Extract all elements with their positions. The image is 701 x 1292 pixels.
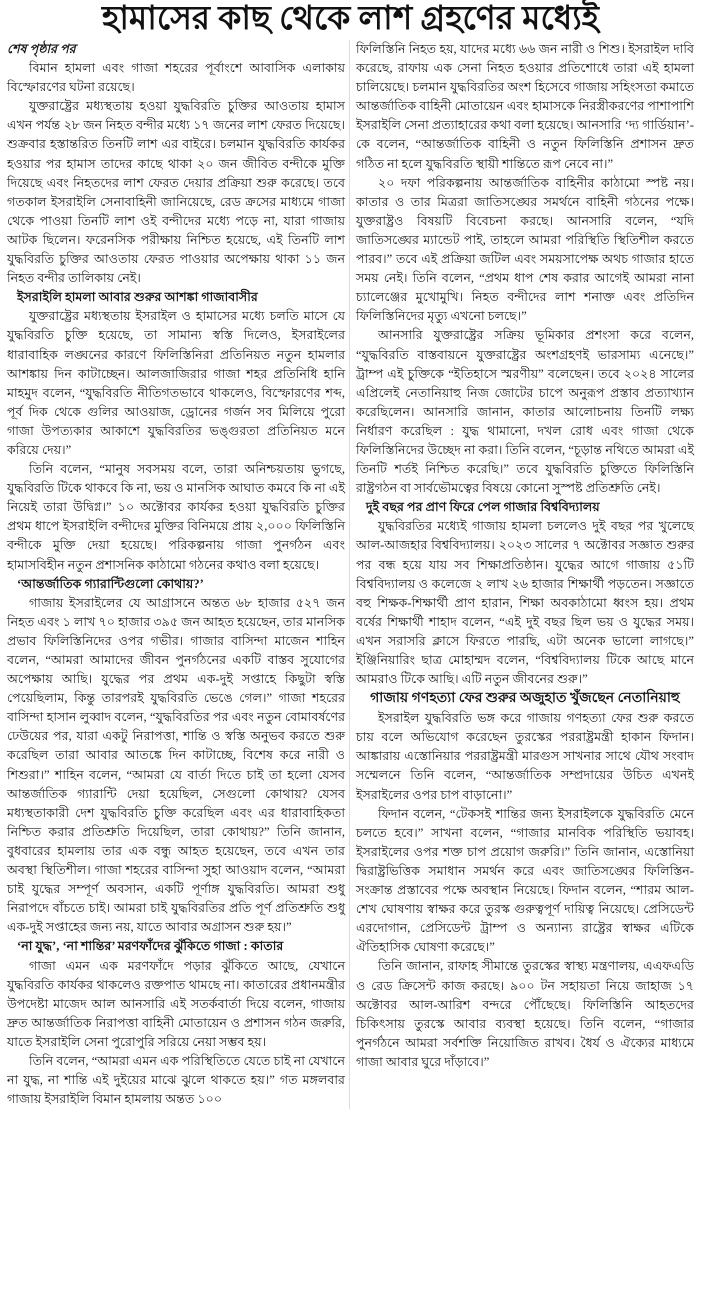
left-column xyxy=(7,40,345,1109)
paragraph: তিনি বলেন, “আমরা এমন এক পরিস্থিতিতে যেতে চাই না যেখানে না যুদ্ধ, না শান্তি এই দুইয়ের মাঝে ঝুলে থাকতে হয়।” গত মঙ্গলবার গাজায় ইসরাইলি বিমান হামলায় অন্তত ১০০ xyxy=(7,1053,345,1107)
paragraph: গাজা এমন এক মরণফাঁদে পড়ার ঝুঁকিতে আছে, যেখানে যুদ্ধবিরতি কার্যকর থাকলেও রক্তপাত থামছে না। কাতারের প্রধানমন্ত্রীর উপদেষ্টা মাজেদ আল আনসারি এই সতর্কবার্তা দিয়ে বলেন, গাজায় দ্রুত আন্তর্জাতিক নিরাপত্তা বাহিনী মোতায়েন ও প্রশাসন গঠন জরুরি, যাতে ইসরাইলি সেনা পুরোপুরি সরিয়ে নেয়া সম্ভব হয়। xyxy=(7,958,345,1049)
paragraph: তিনি বলেন, “মানুষ সবসময় বলে, তারা অনিশ্চয়তায় ভুগছে, যুদ্ধবিরতি টিকে থাকবে কি না, ভয় ও মানসিক আঘাত কমবে কি না এই নিয়েই তারা উদ্বিগ্ন।” ১০ অক্টোবর কার্যকর হওয়া যুদ্ধবিরতি চুক্তির প্রথম ধাপে ইসরাইলি বন্দীদের মুক্তির বিনিময়ে প্রায় ২,০০০ ফিলিস্তিনি বন্দীকে মুক্তি দেয়া হয়েছে। পরিকল্পনায় গাজা পুনর্গঠন এবং হামাসবিহীন নতুন প্রশাসনিক কাঠামো গঠনের কথাও বলা হয়েছে। xyxy=(7,462,345,572)
right-column xyxy=(356,40,694,1109)
paragraph: ২০ দফা পরিকল্পনায় আন্তর্জাতিক বাহিনীর কাঠামো স্পষ্ট নয়। কাতার ও তার মিত্ররা জাতিসঙ্ঘের সমর্থনে বাহিনী গঠনের পক্ষে। যুক্তরাষ্ট্রও বিষয়টি বিবেচনা করছে। আনসারি বলেন, “যদি জাতিসঙ্ঘের ম্যান্ডেট পাই, তাহলে আমরা পরিস্থিতি স্থিতিশীল করতে পারব।” তবে এই প্রক্রিয়া জটিল এবং সময়সাপেক্ষ অথচ গাজার হাতে সময় নেই। তিনি বলেন, “প্রথম ধাপ শেষ করার আগেই আমরা নানা চ্যালেঞ্জের মুখোমুখি। নিহত বন্দীদের লাশ শনাক্ত এবং প্রতিদিন ফিলিস্তিনিদের মৃত্যু এখনো চলছে।” xyxy=(356,175,694,324)
paragraph: যুক্তরাষ্ট্রের মধ্যস্থতায় ইসরাইল ও হামাসের মধ্যে চলতি মাসে যে যুদ্ধবিরতি চুক্তি হয়েছে, তা সামান্য স্বস্তি দিলেও, ইসরাইলের ধারাবাহিক লঙ্ঘনের কারণে ফিলিস্তিনিরা প্রতিনিয়ত নতুন হামলার আশঙ্কায় দিন কাটাচ্ছেন। আলজাজিরার গাজা শহর প্রতিনিধি হানি মাহমুদ বলেন, “যুদ্ধবিরতি নীতিগতভাবে থাকলেও, বিস্ফোরণের শব্দ, পূর্ব দিক থেকে গুলির আওয়াজ, ড্রোনের গর্জন সব মিলিয়ে পুরো গাজা উপত্যকার আকাশে যুদ্ধবিরতির ভঙ্গুরতা প্রতিনিয়ত মনে করিয়ে দেয়।” xyxy=(7,309,345,457)
paragraph: যুদ্ধবিরতির মধ্যেই গাজায় হামলা চললেও দুই বছর পর খুলেছে আল-আজহার বিশ্ববিদ্যালয়। ২০২৩ সালের ৭ অক্টোবর সজ্ঞাত শুরুর পর বন্ধ হয়ে যায় সব শিক্ষাপ্রতিষ্ঠান। যুদ্ধের আগে গাজায় ৫১টি বিশ্ববিদ্যালয় ও কলেজে ২ লাখ ২৬ হাজার শিক্ষার্থী পড়তেন। সজ্ঞাতে বহু শিক্ষক-শিক্ষার্থী প্রাণ হারান, শিক্ষা অবকাঠামো ধ্বংস হয়। প্রথম বর্ষের শিক্ষার্থী শাহাদ বলেন, “এই দুই বছর ছিল ভয় ও যুদ্ধের সময়। এখন সরাসরি ক্লাসে ফিরতে পারছি, এটা অনেক ভালো লাগছে।” ইঞ্জিনিয়ারিং ছাত্র মোহাম্মদ বলেন, “বিশ্ববিদ্যালয় টিকে আছে মানে আমরাও টিকে আছি। এটি নতুন জীবনের শুরু।” xyxy=(356,519,694,687)
paragraph: ফিদান বলেন, “টেকসই শান্তির জন্য ইসরাইলকে যুদ্ধবিরতি মেনে চলতে হবে।” সাখনা বলেন, “গাজার মানবিক পরিস্থিতি ভয়াবহ। ইসরাইলের ওপর শক্ত চাপ প্রয়োগ জরুরি।” তিনি জানান, এস্তোনিয়া দ্বিরাষ্ট্রভিত্তিক সমাধান সমর্থন করে এবং জাতিসঙ্ঘের ফিলিস্তিন-সংক্রান্ত প্রস্তাবের পক্ষে অবস্থান নিয়েছে। ফিদান বলেন, “শারম আল-শেখ ঘোষণায় স্বাক্ষর করে তুরস্ক গুরুত্বপূর্ণ দায়িত্ব নিয়েছে। প্রেসিডেন্ট এরদোগান, প্রেসিডেন্ট ট্রাম্প ও অন্যান্য রাষ্ট্রের স্বাক্ষর এটিকে ঐতিহাসিক ঘোষণা করেছে।” xyxy=(356,806,694,955)
column-divider xyxy=(349,40,350,1109)
paragraph: ইসরাইল যুদ্ধবিরতি ভঙ্গ করে গাজায় গণহত্যা ফের শুরু করতে চায় বলে অভিযোগ করেছেন তুরস্কের পররাষ্ট্রমন্ত্রী হাকান ফিদান। আঙ্কারায় এস্তোনিয়ার পররাষ্ট্রমন্ত্রী মারগুস সাখনার সাথে যৌথ সংবাদ সম্মেলনে তিনি বলেন, “আন্তর্জাতিক সম্প্রদায়ের উচিত এখনই ইসরাইলের ওপর চাপ বাড়ানো।” xyxy=(356,711,694,802)
subheading: ‘আন্তর্জাতিক গ্যারান্টিগুলো কোথায়?’ xyxy=(17,576,204,591)
subheading: গাজায় গণহত্যা ফের শুরুর অজুহাত খুঁজছেন নেতানিয়াহু xyxy=(370,691,680,707)
paragraph: গাজায় ইসরাইলের যে আগ্রাসনে অন্তত ৬৮ হাজার ৫২৭ জন নিহত এবং ১ লাখ ৭০ হাজার ৩৯৫ জন আহত হয়েছেন, তার মানসিক প্রভাব ফিলিস্তিনিদের ওপর গভীর। গাজার বাসিন্দা মাজেন শাহিন বলেন, “আমরা আমাদের জীবন পুনর্গঠনের একটি বাস্তব সুযোগের অপেক্ষায় আছি। যুদ্ধের পর প্রথম এক-দুই সপ্তাহে কিছুটা স্বস্তি পেয়েছিলাম, কিন্তু তারপরই যুদ্ধবিরতি ভেঙে গেল।” গাজা শহরের বাসিন্দা হাসান লুব্বাদ বলেন, “যুদ্ধবিরতির পর এবং নতুন বোমাবর্ষণের ঢেউয়ের পর, যারা একটু নিরাপত্তা, শান্তি ও স্বস্তি অনুভব করতে শুরু করেছিল তারা আবার আতঙ্কে দিন কাটাচ্ছে, বিশেষ করে নারী ও শিশুরা।” শাহিন বলেন, “আমরা যে বার্তা দিতে চাই তা হলো যেসব আন্তর্জাতিক গ্যারান্টি দেয়া হয়েছিল, সেগুলো কোথায়? যেসব মধ্যস্থতাকারী দেশ যুদ্ধবিরতি চুক্তি করেছিল এবং এর ধারাবাহিকতা নিশ্চিত করার প্রতিশ্রুতি দিয়েছিল, তারা কোথায়?” তিনি জানান, বুধবারের হামলায় তার এক বন্ধু আহত হয়েছেন, তবে এখন তার অবস্থা স্থিতিশীল। গাজা শহরের বাসিন্দা সুহা আওয়াদ বলেন, “আমরা চাই যুদ্ধের সম্পূর্ণ অবসান, একটি পূর্ণাঙ্গ যুদ্ধবিরতি। আমরা শুধু নিরাপদে বাঁচতে চাই। আমরা চাই যুদ্ধবিরতির প্রতি পূর্ণ প্রতিশ্রুতি শুধু এক-দুই সপ্তাহের জন্য নয়, যাতে আবার অগ্রাসন শুরু হয়।” xyxy=(7,595,345,935)
paragraph: ফিলিস্তিনি নিহত হয়, যাদের মধ্যে ৬৬ জন নারী ও শিশু। ইসরাইল দাবি করেছে, রাফায় এক সেনা নিহত হওয়ার প্রতিশোধে তারা এই হামলা চালিয়েছে। চলমান যুদ্ধবিরতির অংশ হিসেবে গাজায় সহিংসতা কমাতে আন্তর্জাতিক বাহিনী মোতায়েন এবং হামাসকে নিরস্ত্রীকরণের পাশাপাশি ইসরাইলি সেনা প্রত্যাহারের কথা বলা হয়েছে। আনসারি ‘দ্য গার্ডিয়ান’-কে বলেন, “আন্তর্জাতিক বাহিনী ও নতুন ফিলিস্তিনি প্রশাসন দ্রুত গঠিত না হলে যুদ্ধবিরতি স্থায়ী শান্তিতে রূপ নেবে না।” xyxy=(356,42,694,171)
paragraph: বিমান হামলা এবং গাজা শহরের পূর্বাংশে আবাসিক এলাকায় বিস্ফোরণের ঘটনা রয়েছে। xyxy=(7,61,345,95)
headline: হামাসের কাছ থেকে লাশ গ্রহণের মধ্যেই xyxy=(102,1,599,37)
subheading: ‘না যুদ্ধ’, ‘না শান্তির’ মরণফাঁদের ঝুঁকিতে গাজা : কাতার xyxy=(17,939,284,954)
article-body xyxy=(0,38,701,1109)
subheading: দুই বছর পর প্রাণ ফিরে পেল গাজার বিশ্ববিদ্যালয় xyxy=(366,500,600,515)
paragraph: আনসারি যুক্তরাষ্ট্রের সক্রিয় ভূমিকার প্রশংসা করে বলেন, “যুদ্ধবিরতি বাস্তবায়নে যুক্তরাষ্ট্রের অংশগ্রহণই ভারসাম্য এনেছে।” ট্রাম্প এই চুক্তিকে “ইতিহাসে স্মরণীয়” বলেছেন। তবে ২০২৪ সালের এপ্রিলেই নেতানিয়াহু নিজ জোটের চাপে অনুরূপ প্রস্তাব প্রত্যাখ্যান করেছিলেন। আনসারি জানান, কাতার আলোচনায় তিনটি লক্ষ্য নির্ধারণ করেছিল : যুদ্ধ থামানো, দখল রোধ এবং গাজা থেকে ফিলিস্তিনিদের উচ্ছেদ না করা। তিনি বলেন, “চূড়ান্ত নথিতে আমরা এই তিনটি শর্তই নিশ্চিত করেছি।” তবে যুদ্ধবিরতি চুক্তিতে ফিলিস্তিনি রাষ্ট্রগঠন বা সার্বভৌমত্বের বিষয়ে কোনো সুস্পষ্ট প্রতিশ্রুতি নেই। xyxy=(356,328,694,496)
paragraph: তিনি জানান, রাফাহ সীমান্তে তুরস্কের স্বাস্থ্য মন্ত্রণালয়, এএফএডি ও রেড ক্রিসেন্ট কাজ করছে। ৯০০ টন সহায়তা নিয়ে জাহাজ ১৭ অক্টোবর আল-আরিশ বন্দরে পৌঁছেছে। ফিলিস্তিনি আহতদের চিকিৎসায় তুরস্কে আবার ব্যবস্থা হয়েছে। তিনি বলেন, “গাজার পুনর্গঠনে আমরা সর্বশক্তি নিয়োজিত রাখব। ধৈর্য ও ঐক্যের মাধ্যমে গাজা আবার ঘুরে দাঁড়াবে।” xyxy=(356,959,694,1069)
continued-label: শেষ পৃষ্ঠার পর xyxy=(7,42,76,56)
paragraph: যুক্তরাষ্ট্রের মধ্যস্থতায় হওয়া যুদ্ধবিরতি চুক্তির আওতায় হামাস এখন পর্যন্ত ২৮ জন নিহত বন্দীর মধ্যে ১৭ জনের লাশ ফেরত দিয়েছে। শুক্রবার হস্তান্তরিত তিনটি লাশ এর বাইরে। চলমান যুদ্ধবিরতি কার্যকর হওয়ার পর হামাস তাদের কাছে থাকা ২০ জন জীবিত বন্দীকে মুক্তি দিয়েছে এবং নিহতদের লাশ ফেরত দেয়ার প্রক্রিয়া শুরু করেছে। তবে গতকাল ইসরাইলি সেনাবাহিনী জানিয়েছে, রেড ক্রসের মাধ্যমে গাজা থেকে পাওয়া তিনটি লাশ ওই বন্দীদের মধ্যে পড়ে না, যারা গাজায় আটক ছিলেন। ফরেনসিক পরীক্ষায় নিশ্চিত হয়েছে, এই তিনটি লাশ যুদ্ধবিরতি চুক্তির আওতায় ফেরত পাওয়ার অপেক্ষায় থাকা ১১ জন নিহত বন্দীর তালিকায় নেই। xyxy=(7,99,345,286)
subheading: ইসরাইলি হামলা আবার শুরুর আশঙ্কা গাজাবাসীর xyxy=(17,290,258,305)
